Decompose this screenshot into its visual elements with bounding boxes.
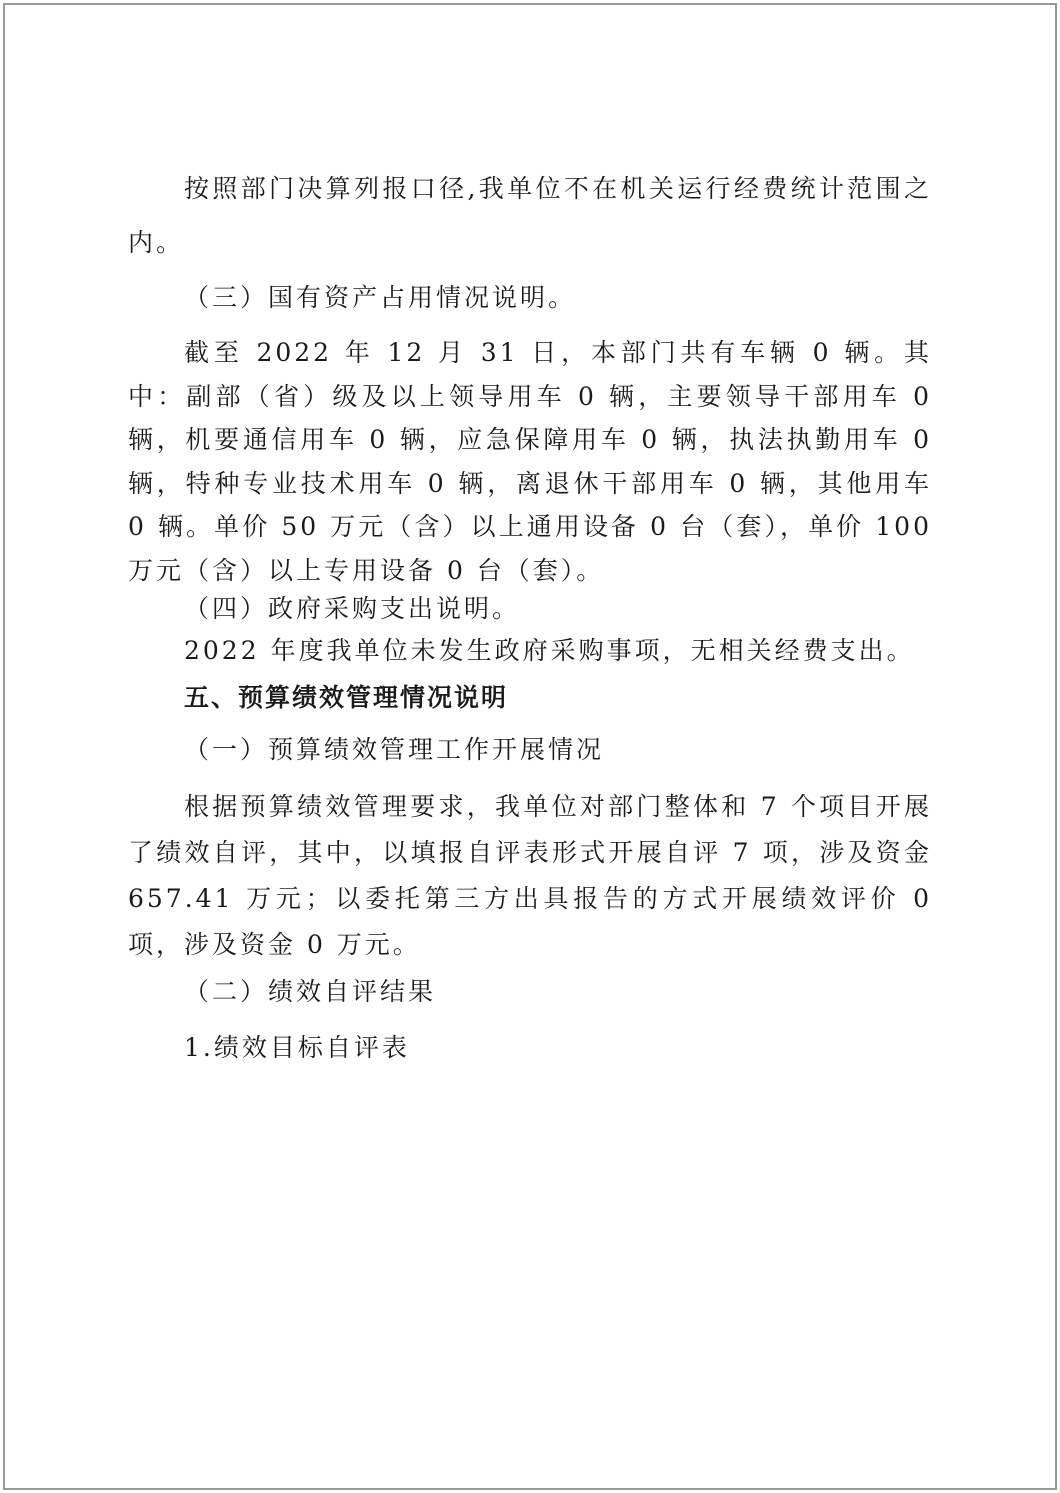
heading-self-evaluation: （二）绩效自评结果: [184, 977, 437, 1006]
paragraph-operating-costs: 按照部门决算列报口径,我单位不在机关运行经费统计范围之内。: [128, 174, 932, 257]
heading-evaluation-table: 1.绩效目标自评表: [184, 1033, 410, 1062]
heading-section-five: 五、预算绩效管理情况说明: [184, 683, 509, 712]
heading-state-assets: （三）国有资产占用情况说明。: [184, 283, 577, 312]
heading-procurement: （四）政府采购支出说明。: [184, 594, 521, 623]
heading-budget-work: （一）预算绩效管理工作开展情况: [184, 735, 605, 764]
paragraph-state-assets: 截至 2022 年 12 月 31 日，本部门共有车辆 0 辆。其中：副部（省）级及以上领导用车 0 辆，主要领导干部用车 0 辆，机要通信用车 0 辆，应急保障用车 0 辆，执法执勤用车 0 辆，特种专业技术用车 0 辆，离退休干部用车 0 辆，其他用车 0 辆。单价 50 万元（含）以上通用设备 0 台（套），单价 100 万元（含）以上专用设备 0 台（套）。: [128, 338, 932, 585]
paragraph-budget-work: 根据预算绩效管理要求，我单位对部门整体和 7 个项目开展了绩效自评，其中，以填报自评表形式开展自评 7 项，涉及资金 657.41 万元；以委托第三方出具报告的方式开展绩效评价 0 项，涉及资金 0 万元。: [128, 792, 932, 959]
document-body: [128, 162, 932, 1066]
paragraph-procurement: 2022 年度我单位未发生政府采购事项，无相关经费支出。: [184, 636, 915, 665]
